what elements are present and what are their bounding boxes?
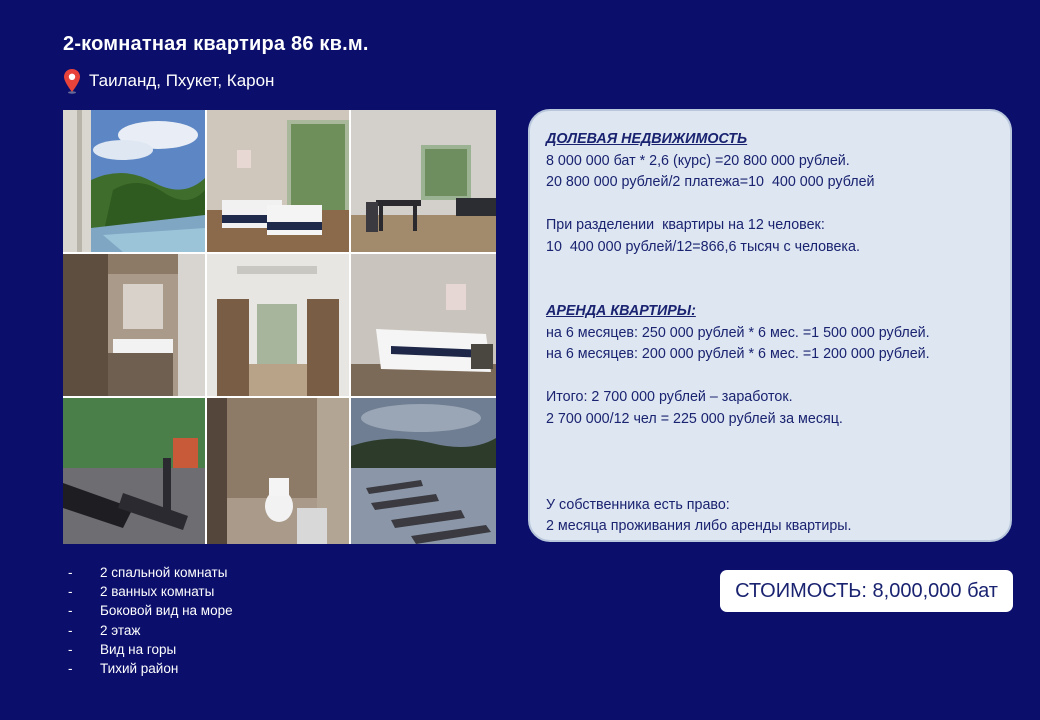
rent-line-1: на 6 месяцев: 250 000 рублей * 6 мес. =1 500 000 рублей. (546, 324, 930, 341)
list-item: - Вид на горы (68, 641, 177, 657)
total-line-2: 2 700 000/12 чел = 225 000 рублей за месяц. (546, 410, 843, 427)
list-item: - 2 ванных комнаты (68, 584, 215, 600)
balcony-view-icon[interactable] (63, 110, 205, 252)
list-item: - Боковой вид на море (68, 603, 233, 619)
feature-list (68, 563, 233, 678)
list-item: - 2 спальной комнаты (68, 565, 228, 580)
page-title: 2-комнатная квартира 86 кв.м. (63, 33, 369, 55)
rent-heading: АРЕНДА КВАРТИРЫ: (546, 303, 696, 319)
map-pin-icon (63, 68, 81, 94)
owner-line-1: У собственника есть право: (546, 496, 730, 513)
location (63, 68, 274, 94)
bathroom-toilet-icon[interactable] (207, 398, 349, 544)
infinity-pool-icon[interactable] (351, 398, 496, 544)
living-dining-icon[interactable] (351, 110, 496, 252)
investment-info-box (528, 109, 1012, 542)
bedroom-twin-icon[interactable] (207, 110, 349, 252)
total-line-1: Итого: 2 700 000 рублей – заработок. (546, 389, 793, 405)
location-text: Таиланд, Пхукет, Карон (89, 71, 275, 90)
list-item: - Тихий район (68, 661, 179, 677)
list-item: - 2 этаж (68, 622, 141, 638)
price-badge: СТОИМОСТЬ: 8,000,000 бат (720, 570, 1013, 612)
owner-line-2: 2 месяца проживания либо аренды квартиры. (546, 518, 852, 534)
gym-icon[interactable] (63, 398, 205, 544)
bathroom-icon[interactable] (63, 254, 205, 396)
share-line-2: 20 800 000 рублей/2 платежа=10 400 000 рублей (546, 174, 875, 190)
bedroom-double-icon[interactable] (351, 254, 496, 396)
share-line-1: 8 000 000 бат * 2,6 (курс) =20 800 000 рублей. (546, 152, 850, 169)
share-heading: ДОЛЕВАЯ НЕДВИЖИМОСТЬ (546, 131, 748, 147)
rent-line-2: на 6 месяцев: 200 000 рублей * 6 мес. =1 200 000 рублей. (546, 346, 930, 362)
photo-gallery (63, 110, 496, 544)
split-line-1: При разделении квартиры на 12 человек: (546, 217, 825, 233)
split-line-2: 10 400 000 рублей/12=866,6 тысяч с человека. (546, 238, 860, 255)
hallway-wardrobe-icon[interactable] (207, 254, 349, 396)
